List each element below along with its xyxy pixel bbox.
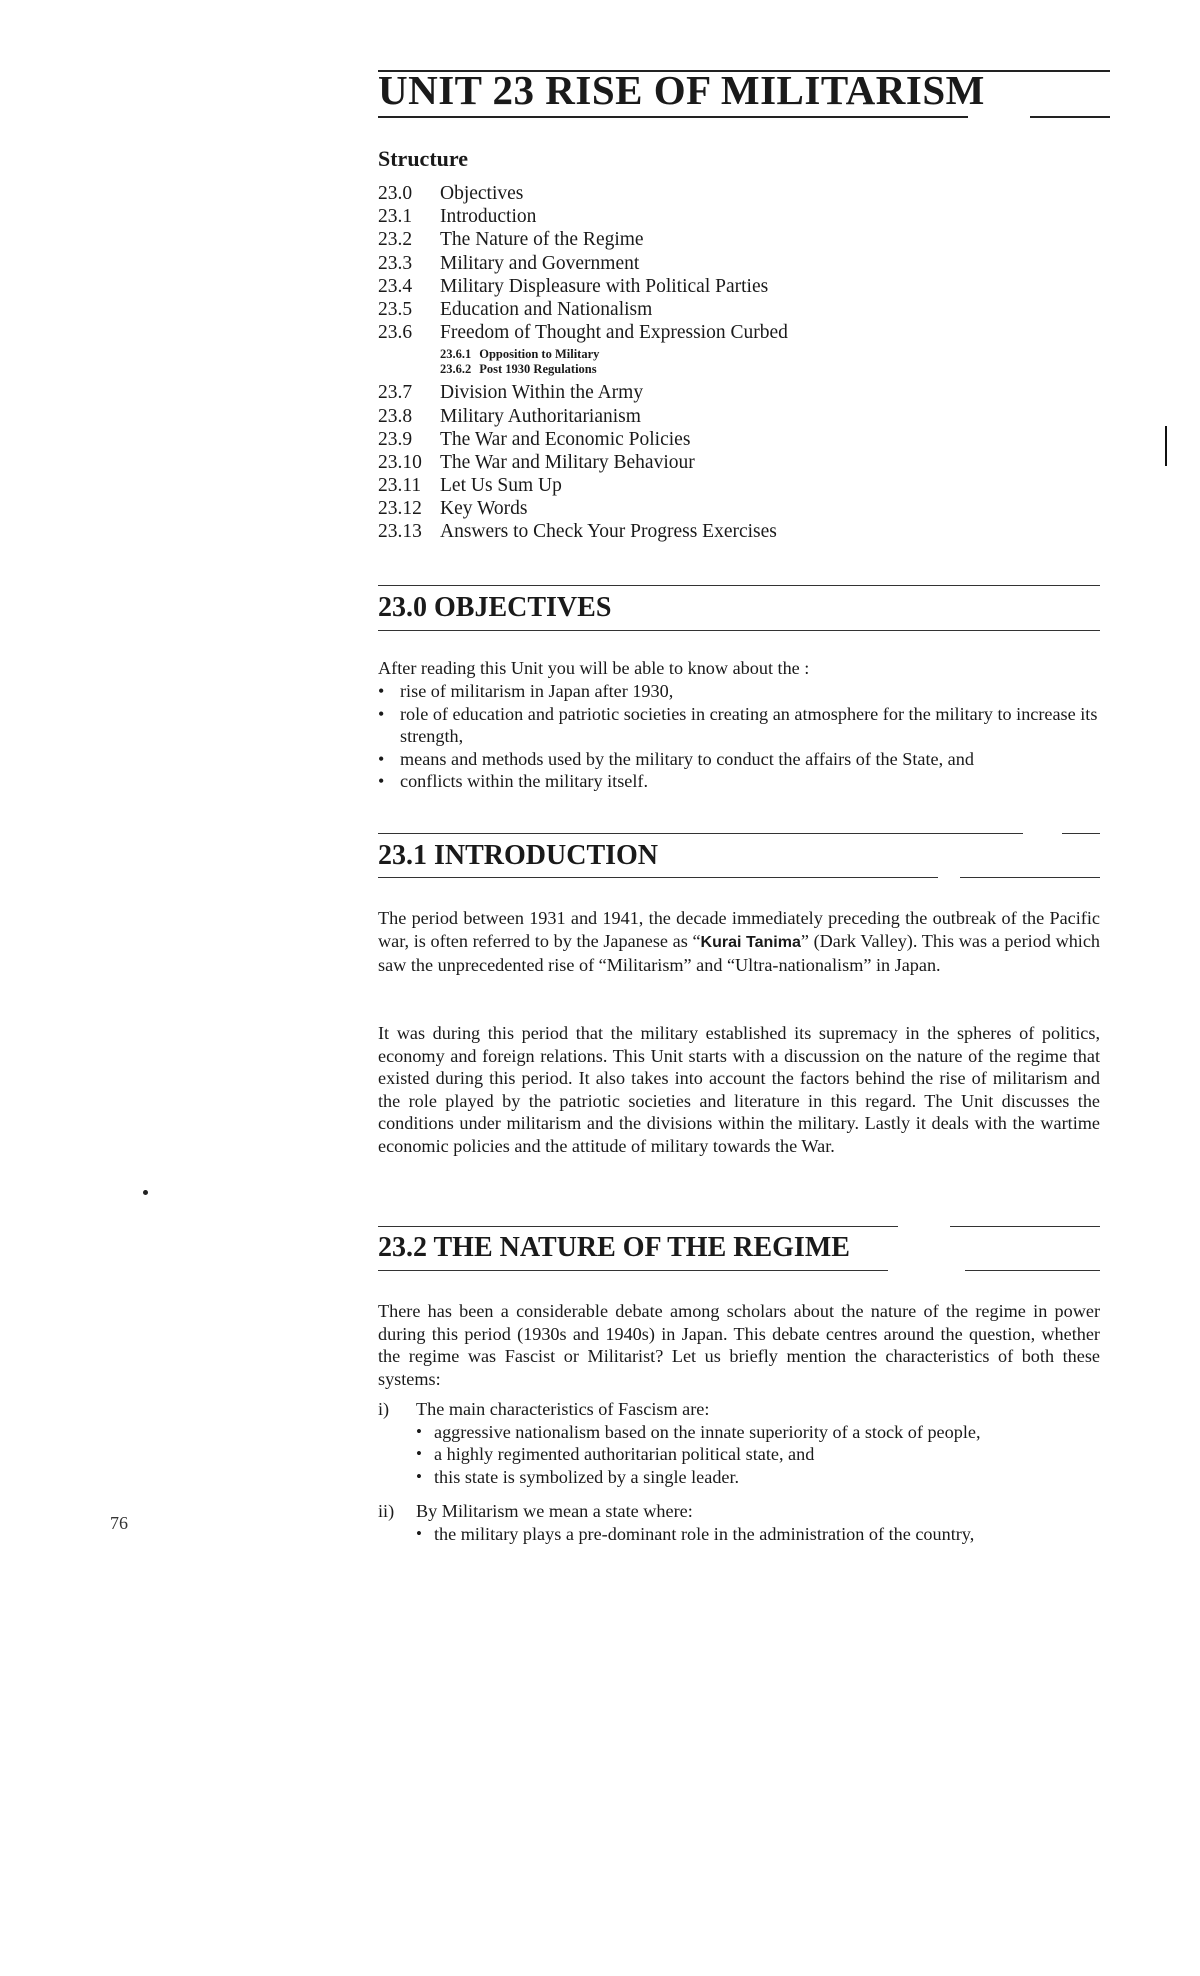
toc-item[interactable] <box>378 474 1078 497</box>
list-item: • rise of militarism in Japan after 1930, <box>378 680 1100 703</box>
toc-item[interactable] <box>378 428 1078 451</box>
introduction-top-rule-right <box>1062 833 1100 834</box>
toc-item[interactable] <box>378 405 1078 428</box>
toc-item[interactable] <box>378 298 1078 321</box>
toc-subitem[interactable] <box>378 347 1078 362</box>
regime-heading: 23.2 THE NATURE OF THE REGIME <box>378 1232 850 1263</box>
objectives-heading: 23.0 OBJECTIVES <box>378 592 612 623</box>
list-item: • conflicts within the military itself. <box>378 770 1100 793</box>
toc-item[interactable] <box>378 205 1078 228</box>
structure-label: Structure <box>378 146 469 171</box>
toc-number: 23.6 <box>378 322 413 344</box>
militarism-intro: By Militarism we mean a state where: <box>416 1501 693 1521</box>
list-item: • means and methods used by the military to conduct the affairs of the State, and <box>378 748 1100 771</box>
list-item: • aggressive nationalism based on the innate superiority of a stock of people, <box>416 1421 1100 1444</box>
toc-subitem[interactable] <box>378 362 1078 377</box>
toc-number: 23.9 <box>378 428 413 450</box>
fascism-characteristics <box>378 1398 1100 1488</box>
list-item: • a highly regimented authoritarian political state, and <box>416 1443 1100 1466</box>
fascism-intro: The main characteristics of Fascism are: <box>416 1399 710 1419</box>
roman-numeral: i) <box>378 1399 390 1419</box>
toc-title: Introduction <box>440 206 537 228</box>
regime-top-rule <box>378 1226 898 1227</box>
introduction-top-rule <box>378 833 1023 834</box>
title-bottom-rule-right <box>1030 116 1110 118</box>
toc-title: Division Within the Army <box>440 382 644 404</box>
list-item: • this state is symbolized by a single leader. <box>416 1466 1100 1489</box>
margin-mark <box>1165 426 1167 466</box>
toc-number: 23.3 <box>378 252 413 274</box>
toc-title: Military Displeasure with Political Parties <box>440 275 769 297</box>
toc-sub-title: Post 1930 Regulations <box>479 362 597 377</box>
table-of-contents <box>378 182 1078 544</box>
toc-item[interactable] <box>378 275 1078 298</box>
objectives-top-rule <box>378 585 1100 586</box>
toc-title: Let Us Sum Up <box>440 475 562 497</box>
toc-number: 23.7 <box>378 382 413 404</box>
objectives-list <box>378 680 1100 793</box>
list-item: • the military plays a pre-dominant role in the administration of the country, <box>416 1523 1100 1546</box>
toc-number: 23.2 <box>378 229 413 251</box>
toc-item[interactable] <box>378 520 1078 543</box>
toc-title: Military and Government <box>440 252 640 274</box>
roman-numeral: ii) <box>378 1501 395 1521</box>
introduction-heading: 23.1 INTRODUCTION <box>378 840 659 871</box>
toc-number: 23.5 <box>378 298 413 320</box>
toc-number: 23.10 <box>378 451 422 473</box>
toc-sub-number: 23.6.1 <box>440 347 472 362</box>
toc-number: 23.13 <box>378 521 422 543</box>
regime-top-rule-right <box>950 1226 1100 1227</box>
toc-item[interactable] <box>378 497 1078 520</box>
toc-item[interactable] <box>378 451 1078 474</box>
toc-title: Freedom of Thought and Expression Curbed <box>440 322 788 344</box>
objectives-bottom-rule <box>378 630 1100 631</box>
toc-item[interactable] <box>378 182 1078 205</box>
title-bottom-rule <box>378 116 968 118</box>
toc-number: 23.12 <box>378 498 422 520</box>
list-item: • role of education and patriotic societies in creating an atmosphere for the military to increase its strength, <box>378 703 1100 748</box>
toc-title: Answers to Check Your Progress Exercises <box>440 521 777 543</box>
toc-number: 23.8 <box>378 405 413 427</box>
introduction-bottom-rule-right <box>960 877 1100 878</box>
scan-speck <box>143 1190 148 1195</box>
objectives-intro: After reading this Unit you will be able to know about the : <box>378 658 810 678</box>
regime-paragraph-1: There has been a considerable debate among scholars about the nature of the regime in power during this period (1930s and 1940s) in Japan. This debate centres around the question, whether the regime was Fascist or Militarist? Let us briefly mention the characteristics of both these systems: <box>378 1301 1100 1389</box>
introduction-bottom-rule <box>378 877 938 878</box>
toc-title: Key Words <box>440 498 528 520</box>
militarism-characteristics <box>378 1500 1100 1545</box>
toc-number: 23.11 <box>378 475 422 497</box>
toc-item[interactable] <box>378 252 1078 275</box>
toc-title: Objectives <box>440 183 524 204</box>
militarism-list <box>378 1523 1100 1546</box>
toc-item[interactable] <box>378 228 1078 251</box>
toc-title: The War and Economic Policies <box>440 428 691 450</box>
intro-term-kurai-tanima: Kurai Tanima <box>700 933 801 951</box>
regime-bottom-rule <box>378 1270 888 1271</box>
militarism-item <box>378 1500 1100 1523</box>
toc-item[interactable] <box>378 381 1078 404</box>
fascism-item <box>378 1398 1100 1421</box>
page-number: 76 <box>110 1513 128 1533</box>
toc-number: 23.0 <box>378 183 413 204</box>
toc-sub-title: Opposition to Military <box>479 347 600 362</box>
introduction-paragraph-1 <box>378 907 1100 977</box>
toc-title: Education and Nationalism <box>440 298 653 320</box>
toc-title: The War and Military Behaviour <box>440 451 695 473</box>
toc-title: The Nature of the Regime <box>440 229 644 251</box>
toc-item[interactable] <box>378 321 1078 344</box>
unit-title: UNIT 23 RISE OF MILITARISM <box>378 67 985 113</box>
intro-text-end: ” (Dark Valley). This was a period which saw the unprecedented rise of “Militarism” and “Ultra-nationalism” in Japan. <box>378 930 1101 976</box>
regime-bottom-rule-right <box>965 1270 1100 1271</box>
fascism-list <box>378 1421 1100 1489</box>
toc-sub-number: 23.6.2 <box>440 362 472 377</box>
toc-number: 23.4 <box>378 275 413 297</box>
toc-number: 23.1 <box>378 206 413 228</box>
toc-title: Military Authoritarianism <box>440 405 641 427</box>
intro-text-start: The period between 1931 and 1941, the decade immediately preceding the outbreak of the Pacific war, is often referred to by the Japanese as “ <box>378 908 1100 951</box>
introduction-paragraph-2: It was during this period that the military established its supremacy in the spheres of politics, economy and foreign relations. This Unit starts with a discussion on the nature of the regime that existed during this period. It also takes into account the factors behind the rise of militarism and the role played by the patriotic societies and literature in this regard. The Unit discusses the conditions under militarism and the divisions within the military. Lastly it deals with the wartime economic policies and the attitude of military towards the War. <box>378 1023 1100 1156</box>
